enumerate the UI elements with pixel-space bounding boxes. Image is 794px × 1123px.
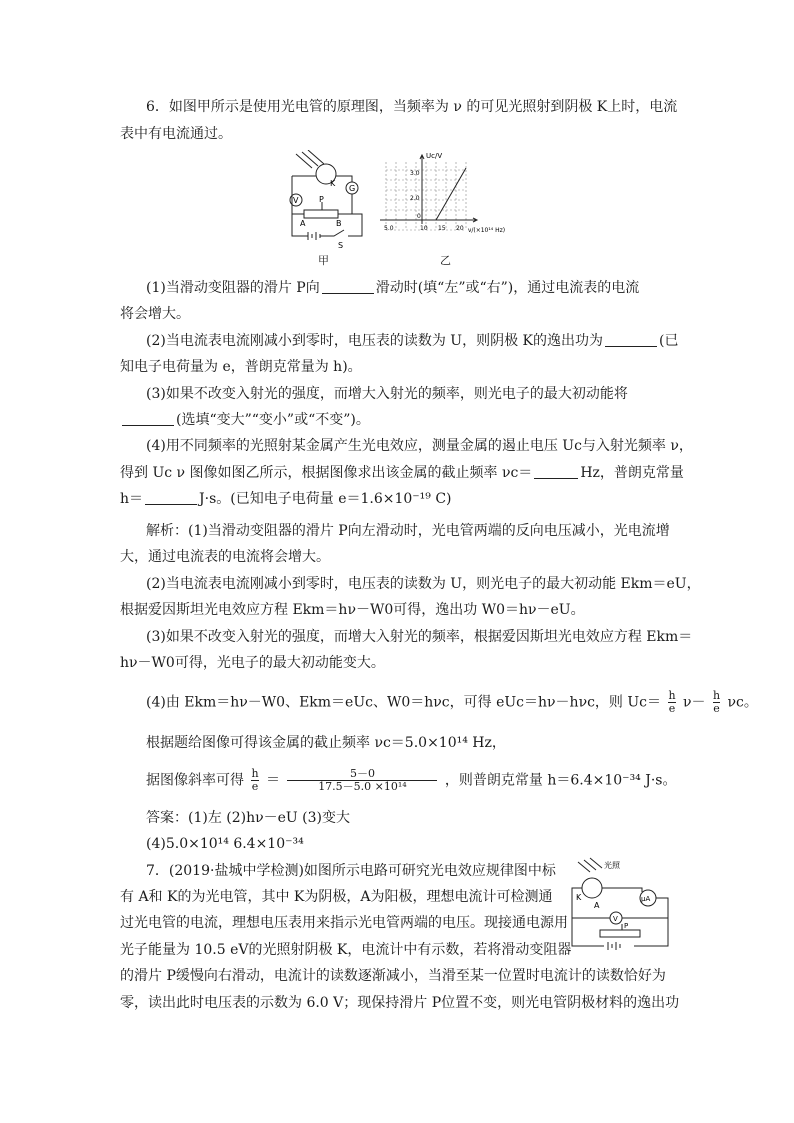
q6-part2-line1: (2)当电流表电流刚减小到零时，电压表的读数为 U，则阴极 K的逸出功为 (已 bbox=[146, 333, 679, 349]
q6-stem-line2: 表中有电流通过。 bbox=[120, 126, 232, 142]
label-S: S bbox=[338, 241, 344, 250]
q6-part4-line1: (4)用不同频率的光照射某金属产生光电效应，测量金属的遏止电压 Uc与入射光频率 ν， bbox=[146, 438, 693, 454]
blank-4 bbox=[534, 464, 578, 479]
y-tick-0: 0 bbox=[417, 213, 421, 220]
q6-part4-line2: 得到 Uc ν 图像如图乙所示，根据图像求出该金属的截止频率 νc＝ Hz，普朗克常量 bbox=[120, 465, 684, 481]
solution-2-line2: 根据爱因斯坦光电效应方程 Ekm＝hν－W0可得，逸出功 W0＝hν－eU。 bbox=[120, 602, 585, 618]
q7-line3: 过光电管的电流，理想电压表用来指示光电管两端的电压。现接通电源用 bbox=[120, 915, 568, 931]
solution-4-line1: (4)由 Ekm＝hν－W0、Ekm＝eUc、W0＝hνc，可得 eUc＝hν－hνc，则 Uc＝ $\frac{h}{e}$ ν－ $\frac{h}{e}$ νc。 bbox=[146, 689, 758, 715]
answer-line2: (4)5.0×10¹⁴ 6.4×10⁻³⁴ bbox=[146, 836, 304, 852]
label-A: A bbox=[594, 901, 600, 910]
q6-part3-line1: (3)如果不改变入射光的强度，而增大入射光的频率，则光电子的最大初动能将 bbox=[146, 386, 628, 402]
fraction-h-over-e: $\frac{h}{e}$ bbox=[668, 689, 676, 715]
q7-line4: 光子能量为 10.5 eV的光照射阴极 K，电流计中有示数，若将滑动变阻器 bbox=[120, 942, 572, 958]
q6-part1-line2: 将会增大。 bbox=[120, 306, 190, 322]
x-tick-15: 15 bbox=[438, 225, 446, 232]
solution-4-line3: 据图像斜率可得 $\frac{h}{e}$ ＝ $\frac{5-0}{\text{17.5－5.0 ×10¹⁴}}$ ，则普朗克常量 h＝6.4×10⁻³⁴ J·s。 bbox=[146, 767, 677, 793]
label-microammeter: μA bbox=[641, 895, 651, 903]
q6-part3-line2: (选填“变大”“变小”或“不变”)。 bbox=[120, 410, 370, 430]
solution-1-line2: 大，通过电流表的电流将会增大。 bbox=[120, 549, 330, 565]
x-tick-10: 10 bbox=[420, 225, 428, 232]
label-P: P bbox=[624, 922, 629, 930]
label-V: V bbox=[293, 196, 299, 205]
fraction-h-over-e-2: $\frac{h}{e}$ bbox=[712, 689, 721, 715]
circuit-figure-q7 bbox=[564, 856, 676, 960]
solution-3-line1: (3)如果不改变入射光的强度，而增大入射光的频率，根据爱因斯坦光电效应方程 Ekm＝ bbox=[146, 629, 693, 645]
q6-part1-line1: (1)当滑动变阻器的滑片 P向 滑动时(填“左”或“右”)，通过电流表的电流 bbox=[146, 280, 640, 296]
y-axis-label: Uc/V bbox=[426, 152, 443, 160]
x-axis-label: ν/(×10¹⁴ Hz) bbox=[468, 227, 506, 234]
solution-3-line2: hν－W0可得，光电子的最大初动能变大。 bbox=[120, 655, 385, 671]
solution-4-line2: 根据题给图像可得该金属的截止频率 νc＝5.0×10¹⁴ Hz， bbox=[146, 735, 506, 751]
blank-1 bbox=[322, 279, 374, 294]
answer-line1: 答案：(1)左 (2)hν－eU (3)变大 bbox=[146, 810, 351, 826]
blank-3 bbox=[122, 411, 174, 426]
label-V: V bbox=[613, 915, 618, 923]
label-B: B bbox=[336, 219, 342, 228]
circuit-figure-jia bbox=[282, 150, 374, 250]
label-A: A bbox=[300, 219, 306, 228]
q7-line6: 零，读出此时电压表的示数为 6.0 V；现保持滑片 P位置不变，则光电管阴极材料的逸出功 bbox=[120, 995, 680, 1011]
solution-1-line1: 解析：(1)当滑动变阻器的滑片 P向左滑动时，光电管两端的反向电压减小，光电流增 bbox=[146, 523, 670, 539]
x-tick-20: 20 bbox=[456, 225, 464, 232]
q6-stem-line1: 6．如图甲所示是使用光电管的原理图，当频率为 ν 的可见光照射到阴极 K上时，电流 bbox=[146, 99, 678, 115]
label-K: K bbox=[330, 179, 336, 188]
y-tick-3: 3.0 bbox=[410, 170, 420, 177]
q6-part2-line2: 知电子电荷量为 e，普朗克常量为 h)。 bbox=[120, 359, 362, 375]
label-P: P bbox=[319, 195, 324, 204]
graph-figure-yi bbox=[376, 150, 506, 250]
x-tick-5: 5.0 bbox=[384, 225, 394, 232]
solution-2-line1: (2)当电流表电流刚减小到零时，电压表的读数为 U，则光电子的最大初动能 Ekm＝eU， bbox=[146, 576, 701, 592]
light-label: 光照 bbox=[604, 861, 620, 870]
q7-line5: 的滑片 P缓慢向右滑动，电流计的读数逐渐减小，当滑至某一位置时电流计的读数恰好为 bbox=[120, 968, 666, 984]
y-tick-2: 2.0 bbox=[410, 195, 420, 202]
fraction-slope: $\frac{5-0}{\text{17.5－5.0 ×10¹⁴}}$ bbox=[287, 768, 437, 793]
q7-line2: 有 A和 K的为光电管，其中 K为阴极，A为阳极，理想电流计可检测通 bbox=[120, 889, 553, 905]
caption-jia: 甲 bbox=[318, 254, 329, 267]
fraction-h-over-e-3: $\frac{h}{e}$ bbox=[251, 767, 259, 793]
q7-line1: 7．(2019·盐城中学检测)如图所示电路可研究光电效应规律图中标 bbox=[146, 863, 556, 879]
label-G: G bbox=[349, 184, 356, 193]
blank-2 bbox=[605, 332, 657, 347]
q6-part4-line3: h＝ J·s。(已知电子电荷量 e＝1.6×10⁻¹⁹ C) bbox=[120, 491, 452, 507]
label-K: K bbox=[576, 893, 582, 902]
blank-5 bbox=[145, 490, 197, 505]
caption-yi: 乙 bbox=[440, 254, 451, 267]
